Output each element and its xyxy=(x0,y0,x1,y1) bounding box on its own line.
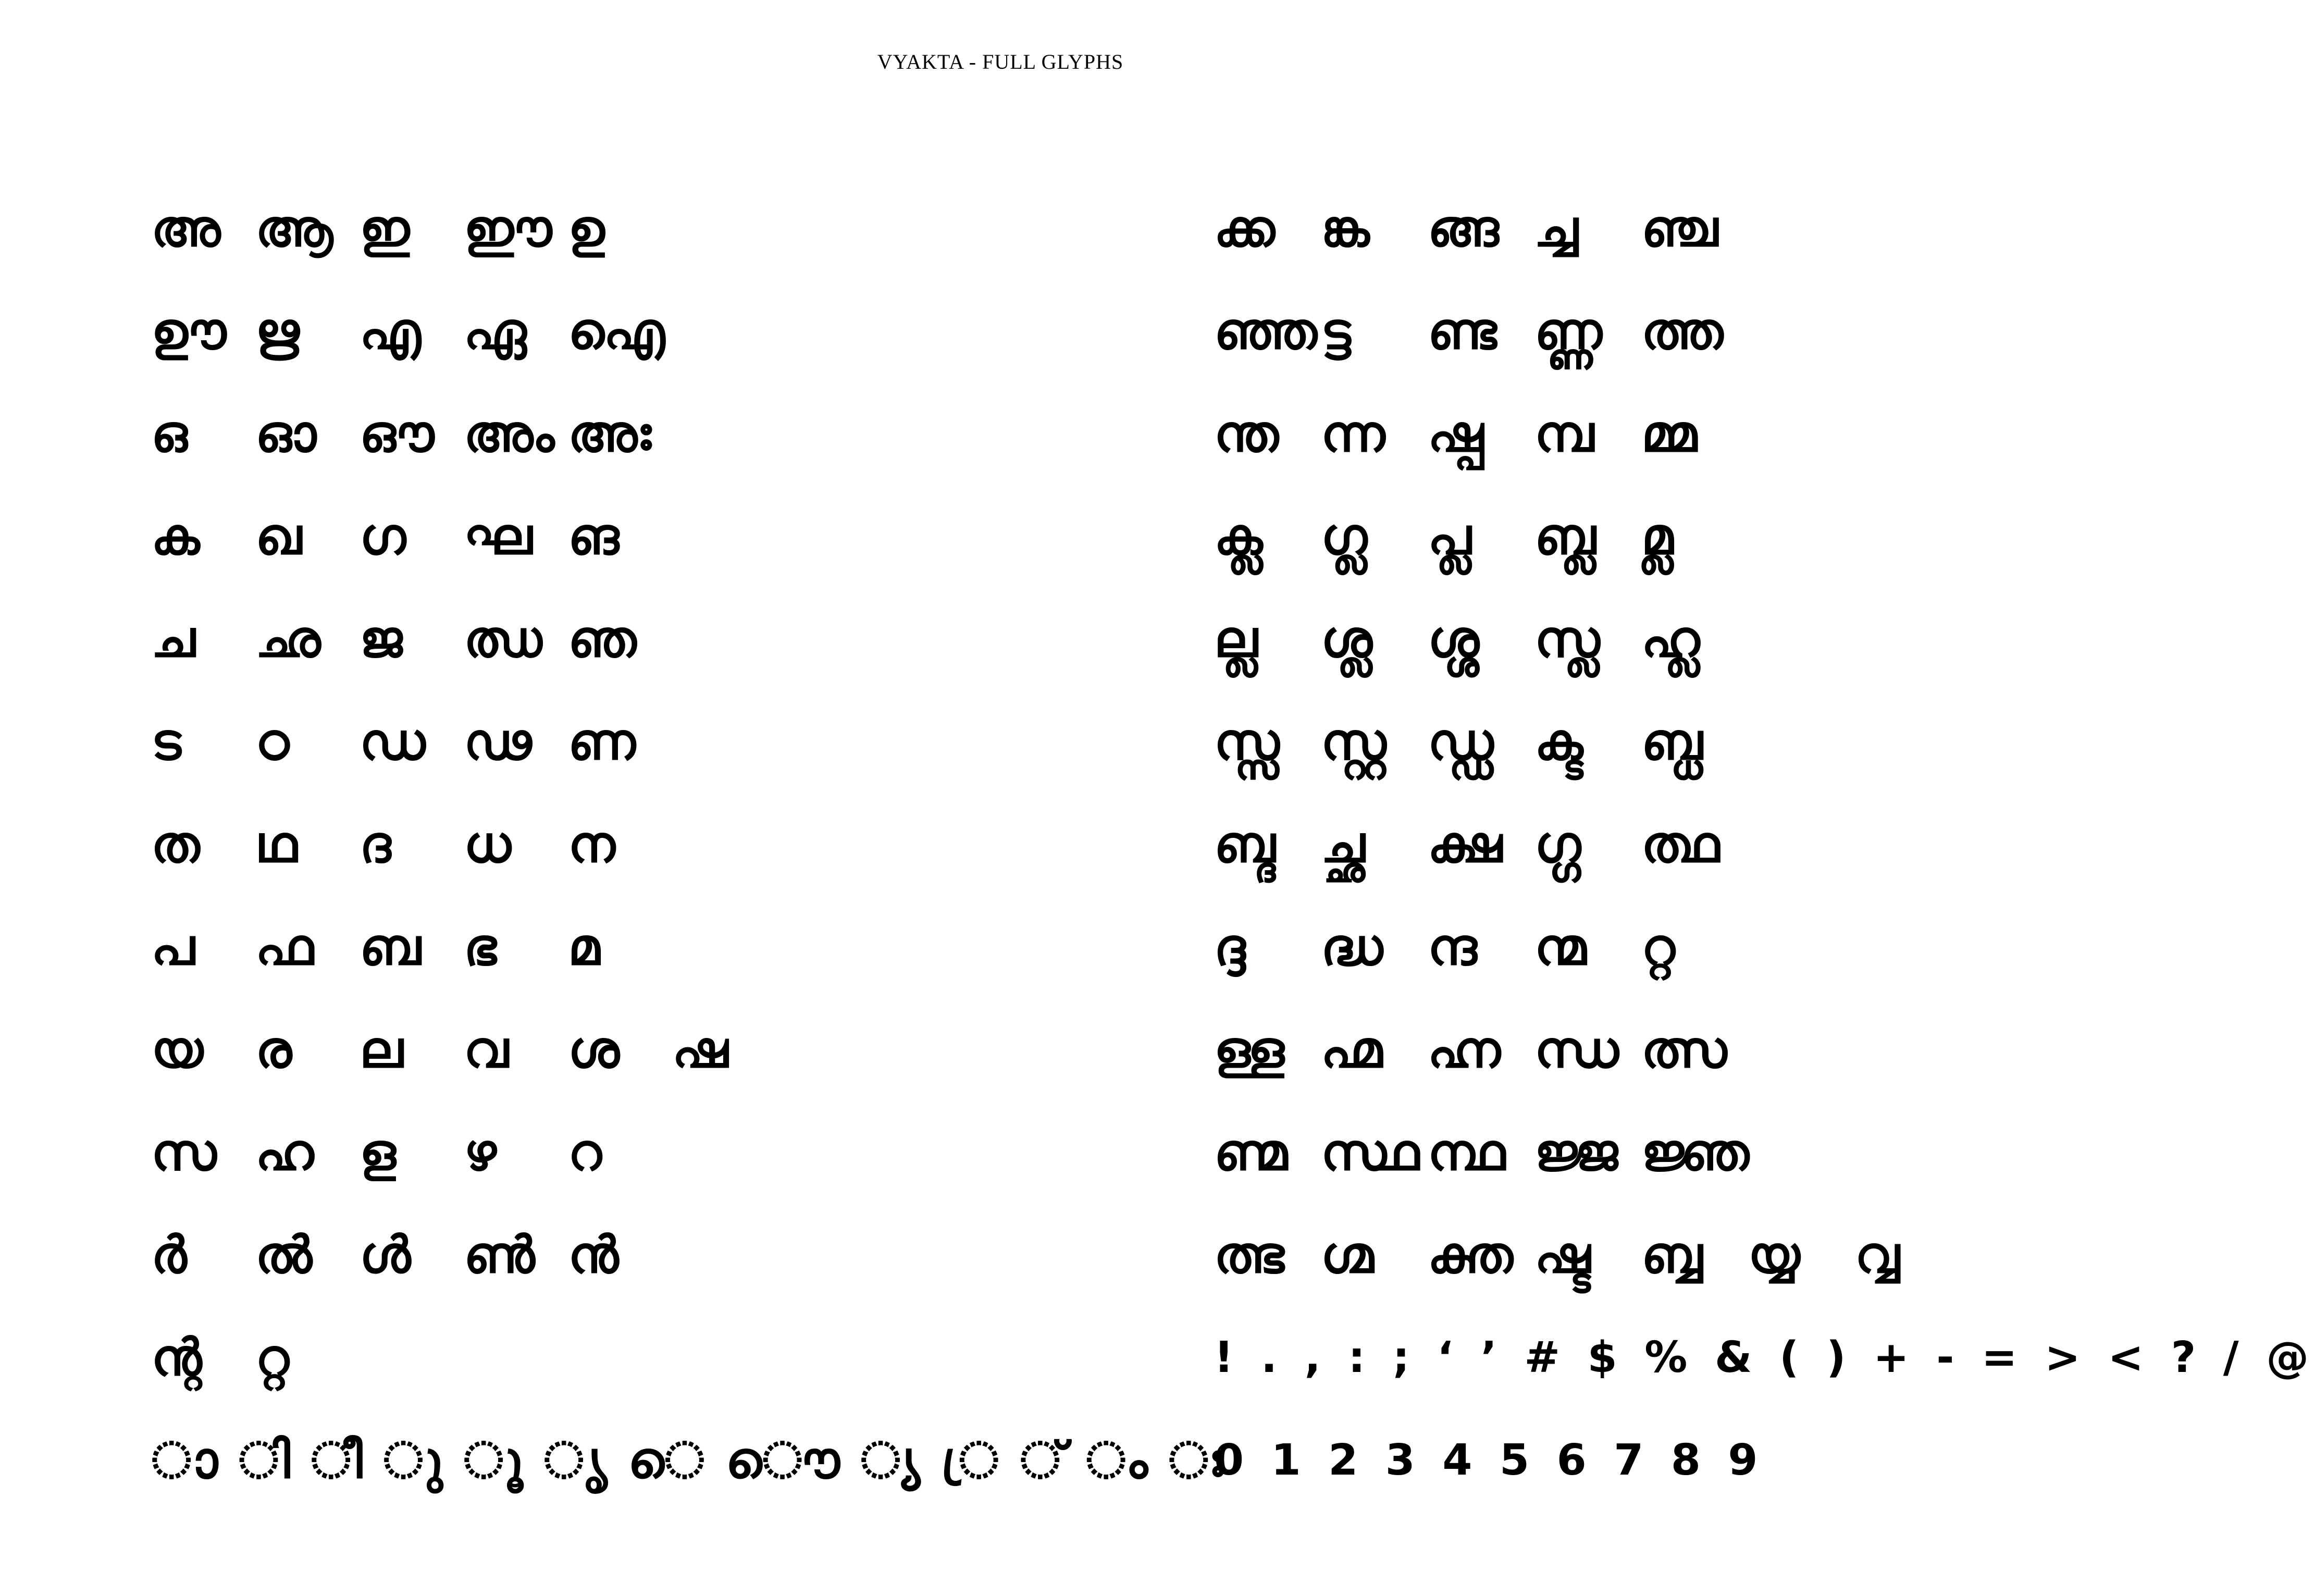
glyph: ണ്മ xyxy=(1214,1122,1288,1182)
right-glyph-row xyxy=(1214,280,1996,382)
glyph: ഇ xyxy=(360,199,410,258)
left-glyph-row xyxy=(151,588,1037,690)
glyph: ഢ xyxy=(464,712,532,772)
glyph: ന xyxy=(568,814,615,874)
glyph: അ xyxy=(151,199,221,258)
glyph: ഴ xyxy=(464,1122,497,1182)
left-glyph-row xyxy=(151,1409,1223,1512)
glyph: ശ്ശ xyxy=(1428,609,1479,669)
glyph: ബ്ദ xyxy=(1214,814,1276,874)
glyph: ദ xyxy=(360,814,391,874)
glyph: ഹ്ല xyxy=(1641,609,1700,669)
glyph: ഊ xyxy=(151,301,227,361)
glyph: ഡ xyxy=(360,712,426,772)
glyph: ന്റ xyxy=(151,1328,202,1388)
glyph: ഉ xyxy=(568,199,605,258)
glyph: പ xyxy=(151,917,195,977)
glyph: വ്വ xyxy=(1855,1225,1900,1285)
glyph: ല്ല xyxy=(1214,609,1258,669)
glyph: ത xyxy=(151,814,200,874)
right-glyph-row xyxy=(1214,1306,2315,1409)
glyph: ച്ഛ xyxy=(1321,814,1365,874)
glyph: ഓ xyxy=(255,404,317,464)
glyph: ഒ xyxy=(151,404,188,464)
glyph: ൾ xyxy=(360,1225,411,1285)
left-glyph-row xyxy=(151,1101,1037,1204)
glyph: ക്ത xyxy=(1428,1225,1513,1285)
glyph: ശ്ല xyxy=(1321,609,1372,669)
glyph: ന്ത xyxy=(1214,404,1279,464)
glyph: ഷ്പ xyxy=(1428,404,1484,464)
glyph: ക്ക xyxy=(1214,199,1276,258)
glyph: ഋ xyxy=(255,301,300,361)
glyph: ച്ച xyxy=(1534,199,1578,258)
glyph: ഞ്ഞ xyxy=(1214,301,1318,361)
glyph: ച xyxy=(151,609,195,669)
left-glyph-row xyxy=(151,177,1037,280)
glyph: ഷ്ട xyxy=(1534,1225,1591,1285)
glyph: വ xyxy=(464,1020,509,1080)
right-glyph-row xyxy=(1214,485,1996,588)
glyph: ത്ഭ xyxy=(1214,1225,1285,1285)
glyph: യ്യ xyxy=(1748,1225,1800,1285)
glyph: ഗ്ല xyxy=(1321,506,1368,566)
glyph: ൺ xyxy=(464,1225,536,1285)
glyph: ജ്ഞ xyxy=(1641,1122,1750,1182)
glyph: ഠ xyxy=(255,712,290,772)
glyph: ന്ധ xyxy=(1534,1020,1619,1080)
glyph: ണ xyxy=(568,712,636,772)
page-title: VYAKTA - FULL GLYPHS xyxy=(877,50,1124,73)
glyph: മ്ല xyxy=(1641,506,1674,566)
glyph: ഥ xyxy=(255,814,298,874)
glyph: ബ xyxy=(360,917,421,977)
glyph: മ xyxy=(568,917,600,977)
glyph: റ xyxy=(568,1122,602,1182)
right-glyph-row xyxy=(1214,1101,1996,1204)
left-glyph-row xyxy=(151,1306,1037,1409)
glyph: മ്പ xyxy=(1534,404,1594,464)
glyph: ഗ്മ xyxy=(1321,1225,1374,1285)
glyph: ധ xyxy=(464,814,511,874)
glyph: ത്ത xyxy=(1641,301,1724,361)
glyph: ത്സ xyxy=(1641,1020,1727,1080)
glyph: ര xyxy=(255,1020,292,1080)
glyph: ഗ്ഗ xyxy=(1534,814,1581,874)
right-glyph-row xyxy=(1214,690,1996,793)
glyph: ഐ xyxy=(568,301,665,361)
glyph: ഹ xyxy=(255,1122,314,1182)
left-glyph-row xyxy=(151,382,1037,485)
right-glyph-row xyxy=(1214,177,1996,280)
left-glyph-row xyxy=(151,280,1037,382)
right-glyph-sequence: ! . , : ; ‘ ’ # $ % & ( ) + - = > < ? / @ xyxy=(1214,1332,2315,1382)
glyph: ന്ഥ xyxy=(1428,1122,1506,1182)
glyph: ഫ xyxy=(255,917,314,977)
glyph: ബ്ധ xyxy=(1641,712,1703,772)
glyph: ഹ്ന xyxy=(1428,1020,1501,1080)
glyph: മ്മ xyxy=(1641,404,1698,464)
glyph: ബ്ബ xyxy=(1641,1225,1703,1285)
right-glyph-row xyxy=(1214,382,1996,485)
glyph: പ്ല xyxy=(1428,506,1471,566)
glyph: ള്ള xyxy=(1214,1020,1285,1080)
glyph: ക്ല xyxy=(1214,506,1263,566)
glyph: ഝ xyxy=(464,609,542,669)
right-glyph-row xyxy=(1214,896,1996,998)
glyph: ങ്ങ xyxy=(1428,199,1499,258)
glyph: റ്റ xyxy=(255,1328,290,1388)
glyph: ഞ്ച xyxy=(1641,199,1718,258)
glyph: ജ്ജ xyxy=(1534,1122,1618,1182)
glyph: ണ്ട xyxy=(1428,301,1497,361)
right-glyph-column xyxy=(1214,177,2315,1512)
glyph: ള xyxy=(360,1122,396,1182)
glyph: യ xyxy=(151,1020,204,1080)
glyph: ക്ഷ xyxy=(1428,814,1503,874)
glyph: ന്ദ xyxy=(1428,917,1477,977)
glyph: സ്ല xyxy=(1534,609,1600,669)
glyph: സ്ഥ xyxy=(1321,1122,1420,1182)
glyph: ക്ട xyxy=(1534,712,1583,772)
glyph: ദ്ദ xyxy=(1214,917,1246,977)
glyph: ഗ xyxy=(360,506,406,566)
right-glyph-row xyxy=(1214,1409,1996,1512)
left-glyph-row xyxy=(151,690,1037,793)
glyph: ഖ xyxy=(255,506,302,566)
right-glyph-row xyxy=(1214,1204,1996,1306)
left-glyph-column xyxy=(151,177,1223,1512)
glyph: സ്സ xyxy=(1214,712,1280,772)
glyph: ട xyxy=(151,712,181,772)
left-glyph-row xyxy=(151,793,1037,896)
glyph: ട്ട xyxy=(1321,301,1351,361)
glyph: ൻ xyxy=(568,1225,619,1285)
glyph: സ്റ്റ xyxy=(1321,712,1386,772)
glyph: ണ്ണ xyxy=(1534,301,1602,361)
glyph: ഹ്മ xyxy=(1321,1020,1383,1080)
glyph: ജ xyxy=(360,609,403,669)
glyph: ക xyxy=(151,506,200,566)
glyph: ഭ xyxy=(464,917,497,977)
glyph: ങ്ക xyxy=(1321,199,1370,258)
left-glyph-row xyxy=(151,1204,1037,1306)
glyph: ദ്ധ xyxy=(1321,917,1383,977)
left-glyph-row xyxy=(151,998,1037,1101)
glyph: ങ xyxy=(568,506,620,566)
glyph: ഘ xyxy=(464,506,533,566)
left-glyph-row xyxy=(151,896,1037,998)
glyph: ല xyxy=(360,1020,403,1080)
left-glyph-sequence: ാ ി ീ ു ൂ ൃ െ ൌ ്യ ്ര ് ം ഃ xyxy=(151,1430,1223,1490)
glyph: ഔ xyxy=(360,404,435,464)
glyph: ഛ xyxy=(255,609,321,669)
glyph: ന്ന xyxy=(1321,404,1385,464)
glyph: ബ്ല xyxy=(1534,506,1596,566)
glyph: ർ xyxy=(151,1225,187,1285)
glyph: റ്റ xyxy=(1641,917,1676,977)
glyph: അഃ xyxy=(568,404,652,464)
glyph: അം xyxy=(464,404,555,464)
glyph: ൽ xyxy=(255,1225,313,1285)
left-glyph-row xyxy=(151,485,1037,588)
right-glyph-row xyxy=(1214,998,1996,1101)
glyph: ന്മ xyxy=(1534,917,1587,977)
glyph: ഷ xyxy=(672,1020,728,1080)
glyph: എ xyxy=(360,301,421,361)
glyph: ത്ഥ xyxy=(1641,814,1720,874)
right-glyph-row xyxy=(1214,588,1996,690)
glyph: ശ xyxy=(568,1020,620,1080)
right-glyph-row xyxy=(1214,793,1996,896)
glyph: ഈ xyxy=(464,199,552,258)
glyph: ആ xyxy=(255,199,333,258)
glyph: ഞ xyxy=(568,609,637,669)
glyph: ഏ xyxy=(464,301,527,361)
right-glyph-sequence: 0 1 2 3 4 5 6 7 8 9 xyxy=(1214,1435,1764,1485)
glyph: സ xyxy=(151,1122,217,1182)
glyph: ഡ്ഡ xyxy=(1428,712,1494,772)
